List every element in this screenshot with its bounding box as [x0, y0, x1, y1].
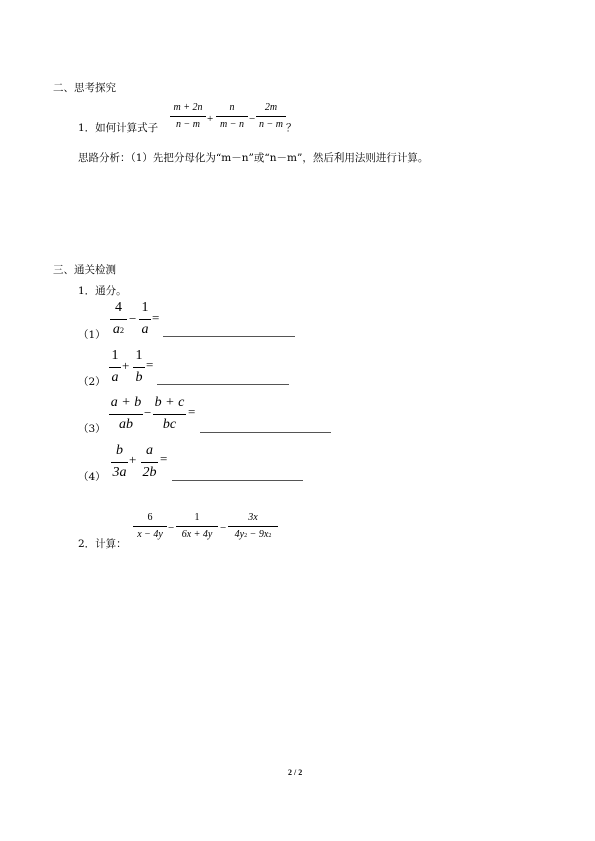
q2-minus-sign-2: −	[220, 522, 227, 534]
fraction-denominator: 3a	[112, 465, 127, 480]
fraction-denominator: bc	[162, 417, 177, 432]
item-1-answer-blank[interactable]	[163, 336, 295, 337]
item-4-plus-sign: +	[129, 452, 137, 467]
q2-fraction-2	[176, 513, 218, 540]
item-2-fraction-2	[133, 349, 145, 385]
q1-question-mark: ？	[286, 123, 297, 134]
fraction-bar	[109, 414, 143, 415]
question-2-label: 2．计算：	[78, 538, 127, 550]
item-1-fraction-1	[110, 301, 127, 337]
fraction-denominator: a	[111, 370, 119, 385]
fraction-numerator: 1	[111, 348, 119, 363]
item-3-fraction-1	[109, 396, 143, 432]
item-4-fraction-2	[141, 444, 158, 480]
fraction-numerator: 1	[135, 348, 143, 363]
fraction-numerator: b	[116, 443, 123, 458]
item-2-equals-sign: =	[146, 357, 154, 372]
fraction-bar	[153, 414, 186, 415]
fraction-numerator: 1	[194, 512, 200, 523]
item-1-label: （1）	[78, 329, 106, 341]
item-3-minus-sign: −	[144, 405, 152, 420]
fraction-bar	[109, 367, 121, 368]
fraction-denominator: $a^2$	[112, 322, 125, 337]
section-3-heading: 三、通关检测	[53, 264, 116, 276]
item-2-plus-sign: +	[122, 358, 130, 373]
fraction-bar	[110, 319, 127, 320]
fraction-denominator: $4y^2 - 9x^2$	[234, 529, 272, 540]
fraction-denominator: n − m	[259, 119, 283, 130]
fraction-bar	[256, 116, 286, 117]
fraction-denominator: 2b	[142, 465, 157, 480]
fraction-denominator: b	[135, 370, 143, 385]
item-3-answer-blank[interactable]	[200, 432, 331, 433]
fraction-bar	[111, 462, 128, 463]
item-3-label: （3）	[78, 423, 106, 435]
section-2-heading: 二、思考探究	[53, 82, 116, 94]
page-number: 2 / 2	[288, 768, 303, 777]
fraction-bar	[133, 526, 167, 527]
fraction-bar	[170, 116, 206, 117]
q2-fraction-3	[228, 513, 278, 540]
fraction-bar	[228, 526, 278, 527]
fraction-numerator: 2m	[264, 102, 278, 113]
q1-fraction-1	[170, 103, 206, 130]
q1-minus-sign: −	[249, 113, 256, 125]
item-4-fraction-1	[111, 444, 128, 480]
fraction-denominator: a	[141, 322, 149, 337]
fraction-numerator: 4	[115, 300, 122, 315]
q1-fraction-2	[216, 103, 248, 130]
item-2-label: （2）	[78, 376, 106, 388]
fraction-denominator: x − 4y	[137, 529, 163, 540]
item-4-label: （4）	[78, 471, 106, 483]
item-2-answer-blank[interactable]	[157, 384, 289, 385]
fraction-numerator: m + 2n	[173, 102, 203, 113]
question-1-tongfen-label: 1．通分。	[78, 285, 127, 297]
analysis-text: 思路分析：（1）先把分母化为“m－n”或“n－m”，然后利用法则进行计算。	[78, 152, 429, 164]
fraction-bar	[141, 462, 158, 463]
fraction-numerator: b + c	[154, 395, 185, 410]
fraction-denominator: ab	[119, 417, 133, 432]
item-3-fraction-2	[153, 396, 186, 432]
item-2-fraction-1	[109, 349, 121, 385]
q1-plus-sign: +	[207, 113, 214, 125]
fraction-denominator: 6x + 4y	[181, 529, 213, 540]
question-1-label: 1．如何计算式子	[78, 122, 159, 134]
fraction-numerator: 3x	[248, 512, 258, 523]
q2-minus-sign-1: −	[168, 522, 175, 534]
fraction-denominator: m − n	[220, 119, 244, 130]
item-4-answer-blank[interactable]	[172, 480, 303, 481]
q2-fraction-1	[133, 513, 167, 540]
fraction-numerator: 1	[141, 300, 149, 315]
item-4-equals-sign: =	[160, 451, 168, 466]
fraction-bar	[139, 319, 151, 320]
fraction-numerator: a + b	[110, 395, 142, 410]
fraction-numerator: 6	[147, 512, 153, 523]
item-1-fraction-2	[139, 301, 151, 337]
fraction-denominator: n − m	[176, 119, 200, 130]
fraction-numerator: a	[146, 443, 153, 458]
fraction-bar	[133, 367, 145, 368]
fraction-bar	[176, 526, 218, 527]
fraction-bar	[216, 116, 248, 117]
item-3-equals-sign: =	[188, 404, 196, 419]
fraction-numerator: n	[229, 102, 235, 113]
q1-fraction-3	[256, 103, 286, 130]
item-1-minus-sign: −	[129, 311, 137, 326]
item-1-equals-sign: =	[152, 310, 160, 325]
